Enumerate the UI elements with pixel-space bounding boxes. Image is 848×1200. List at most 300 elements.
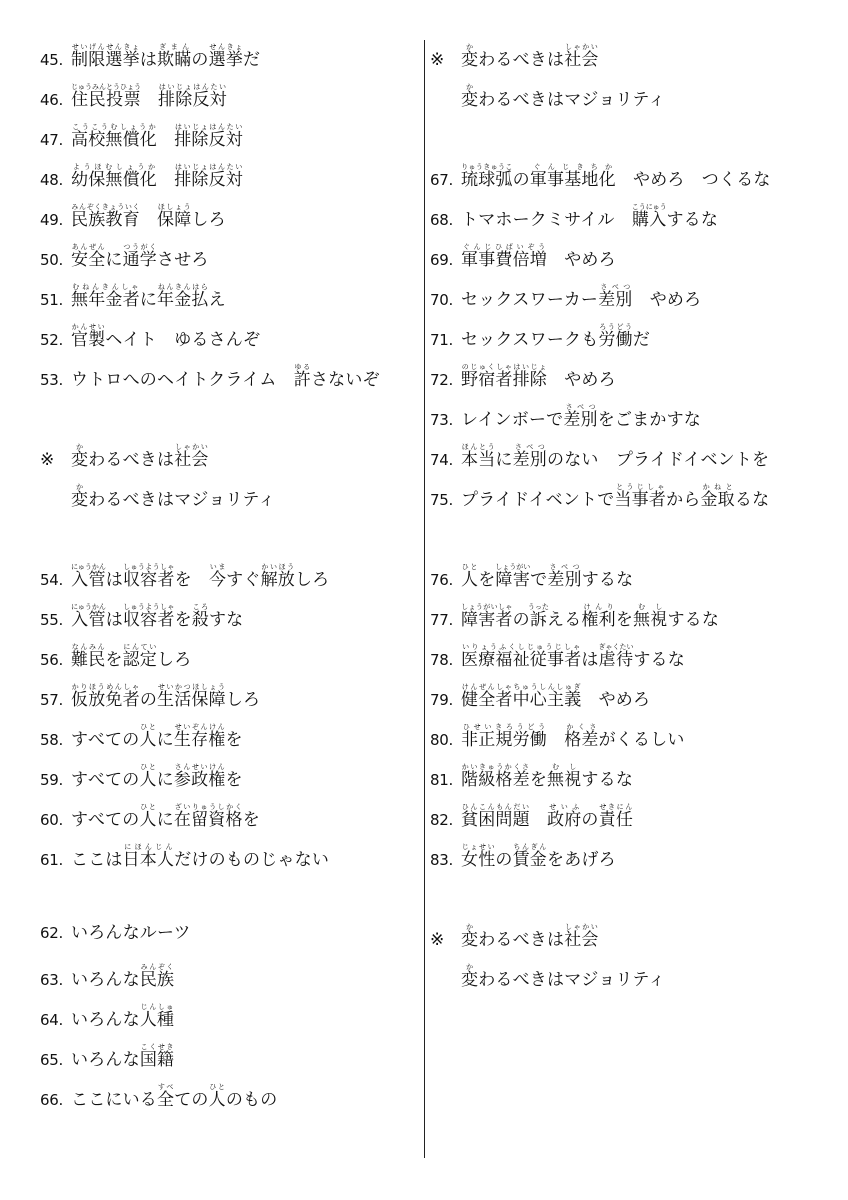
slogan-line — [40, 763, 243, 790]
slogan-line — [40, 1043, 174, 1070]
slogan-text — [461, 323, 650, 350]
text-segment: わるべきはマジョリティ — [478, 970, 666, 990]
text-segment: に — [495, 450, 513, 470]
kanji-base: 無視 — [547, 770, 582, 790]
slogan-text — [461, 283, 701, 310]
ruby-word — [71, 643, 106, 670]
ruby-word — [461, 363, 547, 390]
text-segment: するな — [666, 210, 719, 230]
ruby-word — [173, 803, 243, 830]
ruby-word — [461, 563, 479, 590]
furigana: じょせい — [461, 843, 496, 851]
kanji-base: 健全者中心主義 — [461, 690, 582, 710]
text-segment: トマホークミサイル — [461, 210, 632, 230]
slogan-text — [71, 243, 209, 270]
furigana: りゅうきゅうこ — [461, 163, 513, 171]
ruby-word — [512, 443, 548, 470]
ruby-word — [461, 643, 582, 670]
ruby-word — [139, 1003, 175, 1030]
slogan-text — [461, 803, 633, 830]
slogan-line — [430, 203, 718, 230]
slogan-text — [461, 43, 599, 70]
kanji-base: 軍事費倍増 — [461, 250, 547, 270]
ruby-word — [564, 923, 599, 950]
slogan-text — [71, 1083, 277, 1110]
furigana: ぐんじひばいぞう — [461, 243, 547, 251]
text-segment: を — [174, 570, 209, 590]
ruby-word — [512, 843, 548, 870]
furigana: かねと — [700, 483, 735, 491]
kanji-base: 本当 — [461, 450, 496, 470]
kanji-base: 人 — [208, 1090, 226, 1110]
text-segment: を — [529, 770, 548, 790]
kanji-base: 全 — [157, 1090, 175, 1110]
text-segment: いろんなルーツ — [71, 923, 191, 943]
text-segment: セックスワークも — [461, 330, 599, 350]
furigana: すべ — [157, 1083, 175, 1091]
ruby-word — [139, 723, 157, 750]
furigana: しょうがい — [495, 563, 531, 571]
furigana: みんぞくきょういく — [71, 203, 140, 211]
slogan-line — [40, 963, 174, 990]
furigana: さべつ — [598, 283, 633, 291]
furigana: せきにん — [598, 803, 634, 811]
kanji-base: 軍事基地化 — [529, 170, 616, 190]
slogan-line — [40, 1083, 277, 1110]
ruby-word — [461, 803, 530, 830]
kanji-base: 安全 — [71, 250, 106, 270]
kanji-base: 民族 — [139, 970, 175, 990]
furigana: ひと — [139, 763, 157, 771]
ruby-word — [71, 443, 89, 470]
slogan-text — [71, 683, 260, 710]
line-number: 66. — [40, 1091, 63, 1109]
slogan-line — [40, 603, 243, 630]
line-number: 80. — [430, 731, 453, 749]
line-number: 47. — [40, 131, 63, 149]
furigana: か — [461, 43, 479, 51]
ruby-word — [71, 283, 140, 310]
furigana: ようほむしょうか — [71, 163, 157, 171]
furigana: むねんきんしゃ — [71, 283, 140, 291]
text-segment: を — [105, 650, 123, 670]
furigana: ほしょう — [157, 203, 192, 211]
ruby-word — [71, 123, 157, 150]
kanji-base: 人 — [139, 730, 157, 750]
slogan-text — [461, 963, 665, 990]
furigana: ぐんじきちか — [529, 163, 616, 171]
ruby-word — [208, 563, 227, 590]
furigana: ゆる — [293, 363, 311, 371]
kanji-base: 排除反対 — [174, 130, 244, 150]
text-segment: の — [512, 610, 530, 630]
furigana: むし — [633, 603, 668, 611]
text-segment: の — [512, 170, 530, 190]
slogan-text — [71, 723, 243, 750]
kanji-base: 差別 — [563, 410, 598, 430]
slogan-line — [40, 363, 380, 390]
text-segment: ここは — [71, 850, 123, 870]
kanji-base: 変 — [461, 970, 479, 990]
line-number: 50. — [40, 251, 63, 269]
furigana: はいじょはんたい — [174, 123, 244, 131]
slogan-line — [40, 923, 191, 943]
text-segment: える — [547, 610, 582, 630]
furigana: ろうどう — [598, 323, 633, 331]
slogan-line — [40, 803, 260, 830]
slogan-line — [430, 483, 769, 510]
ruby-word — [157, 43, 192, 70]
kanji-base: 階級格差 — [461, 770, 530, 790]
slogan-text — [71, 603, 243, 630]
furigana: のじゅくしゃはいじょ — [461, 363, 547, 371]
furigana: にんてい — [122, 643, 158, 651]
furigana: いま — [208, 563, 227, 571]
furigana: みんぞく — [139, 963, 175, 971]
furigana: ねんきんはら — [157, 283, 209, 291]
slogan-line — [40, 723, 243, 750]
ruby-word — [157, 1083, 175, 1110]
slogan-line — [40, 1003, 174, 1030]
kanji-base: 排除反対 — [174, 170, 244, 190]
line-number: 45. — [40, 51, 63, 69]
text-segment: しろ — [157, 650, 192, 670]
ruby-word — [139, 963, 175, 990]
text-segment: わるべきは — [88, 450, 175, 470]
slogan-line — [430, 963, 665, 990]
slogan-text — [461, 563, 633, 590]
kanji-base: 仮放免者 — [71, 690, 140, 710]
kanji-base: 殺 — [191, 610, 209, 630]
text-segment: するな — [581, 570, 634, 590]
slogan-text — [71, 763, 243, 790]
furigana: かりほうめんしゃ — [71, 683, 140, 691]
ruby-word — [139, 803, 157, 830]
text-segment — [140, 210, 157, 230]
text-segment: のない プライドイベントを — [547, 450, 770, 470]
kanji-base: 人 — [461, 570, 479, 590]
line-number: 75. — [430, 491, 453, 509]
furigana: なんみん — [71, 643, 106, 651]
kanji-base: 入管 — [71, 570, 106, 590]
ruby-word — [614, 483, 667, 510]
slogan-text — [461, 203, 718, 230]
slogan-text — [71, 1043, 174, 1070]
kanji-base: 琉球弧 — [461, 170, 513, 190]
furigana: かいほう — [260, 563, 295, 571]
furigana: ひと — [208, 1083, 226, 1091]
furigana: しゃかい — [564, 43, 599, 51]
column-divider — [424, 40, 425, 1158]
furigana: か — [71, 483, 89, 491]
line-number: 58. — [40, 731, 63, 749]
text-segment: だけのものじゃない — [174, 850, 330, 870]
kanji-base: 野宿者排除 — [461, 370, 547, 390]
slogan-text — [461, 763, 633, 790]
furigana: ぎまん — [157, 43, 192, 51]
text-segment: で — [530, 570, 548, 590]
text-segment: やめろ つくるな — [615, 170, 771, 190]
text-segment: しろ — [191, 210, 226, 230]
line-number: 56. — [40, 651, 63, 669]
text-segment: ウトロへのヘイトクライム — [71, 370, 294, 390]
ruby-word — [461, 923, 479, 950]
furigana: ぎゃくたい — [598, 643, 634, 651]
ruby-word — [71, 563, 106, 590]
text-segment: に — [105, 250, 123, 270]
furigana: ひと — [461, 563, 479, 571]
text-segment — [530, 810, 547, 830]
slogan-line — [430, 843, 616, 870]
text-segment: は — [581, 650, 599, 670]
kanji-base: 人 — [139, 810, 157, 830]
line-number: 64. — [40, 1011, 63, 1029]
kanji-base: 参政権 — [173, 770, 226, 790]
ruby-word — [174, 163, 244, 190]
ruby-word — [260, 563, 295, 590]
slogan-line — [430, 283, 701, 310]
ruby-word — [122, 563, 175, 590]
ruby-word — [71, 163, 157, 190]
kanji-base: 生存権 — [173, 730, 226, 750]
text-segment: の — [495, 850, 513, 870]
text-segment: やめろ — [581, 690, 651, 710]
text-segment — [141, 90, 158, 110]
furigana: こうにゅう — [631, 203, 667, 211]
text-segment: やめろ — [547, 370, 616, 390]
kanji-base: 変 — [461, 930, 479, 950]
ruby-word — [71, 483, 89, 510]
furigana: いりょうふくしじゅうじしゃ — [461, 643, 582, 651]
furigana: むし — [547, 763, 582, 771]
ruby-word — [581, 603, 616, 630]
ruby-word — [71, 603, 106, 630]
slogan-line — [40, 563, 329, 590]
line-number: 69. — [430, 251, 453, 269]
text-segment: の — [139, 690, 158, 710]
line-number: 46. — [40, 91, 63, 109]
slogan-line — [40, 683, 260, 710]
text-segment — [157, 170, 174, 190]
furigana: さべつ — [512, 443, 548, 451]
slogan-line — [430, 723, 685, 750]
kanji-base: 無視 — [633, 610, 668, 630]
text-segment: やめろ — [632, 290, 702, 310]
slogan-text — [71, 643, 191, 670]
note-line — [40, 443, 209, 470]
slogan-line — [40, 83, 227, 110]
furigana: こくせき — [139, 1043, 175, 1051]
kanji-base: 人 — [139, 770, 157, 790]
furigana: ひと — [139, 723, 157, 731]
ruby-word — [71, 203, 140, 230]
ruby-word — [631, 203, 667, 230]
line-number: 62. — [40, 924, 63, 942]
slogan-text — [71, 203, 226, 230]
line-number: 78. — [430, 651, 453, 669]
text-segment: に — [156, 730, 174, 750]
slogan-line — [40, 323, 260, 350]
text-segment: をごまかすな — [597, 410, 701, 430]
text-segment: のもの — [225, 1090, 278, 1110]
text-segment: わるべきはマジョリティ — [478, 90, 666, 110]
ruby-word — [633, 603, 668, 630]
kanji-base: 差別 — [512, 450, 548, 470]
kanji-base: 障害者 — [461, 610, 513, 630]
text-segment: しろ — [294, 570, 330, 590]
ruby-word — [598, 803, 634, 830]
slogan-text — [461, 363, 616, 390]
ruby-word — [461, 683, 582, 710]
furigana: あんぜん — [71, 243, 106, 251]
kanji-base: 購入 — [631, 210, 667, 230]
kanji-base: 人種 — [139, 1010, 175, 1030]
line-number: 73. — [430, 411, 453, 429]
kanji-base: 高校無償化 — [71, 130, 157, 150]
ruby-word — [461, 723, 547, 750]
furigana: はいじょはんたい — [174, 163, 244, 171]
furigana: とうじしゃ — [614, 483, 667, 491]
kanji-base: 変 — [461, 50, 479, 70]
ruby-word — [174, 443, 209, 470]
ruby-word — [293, 363, 311, 390]
slogan-text — [461, 643, 685, 670]
line-number: 68. — [430, 211, 453, 229]
ruby-word — [208, 43, 244, 70]
text-segment: すぐ — [226, 570, 261, 590]
slogan-line — [430, 643, 685, 670]
line-number: 67. — [430, 171, 453, 189]
line-number: 83. — [430, 851, 453, 869]
ruby-word — [208, 1083, 226, 1110]
line-number: 55. — [40, 611, 63, 629]
note-line — [430, 43, 599, 70]
ruby-word — [191, 603, 209, 630]
kanji-base: 格差 — [564, 730, 599, 750]
text-segment: ヘイト ゆるさんぞ — [105, 330, 261, 350]
slogan-text — [71, 1003, 174, 1030]
text-segment: レインボーで — [461, 410, 564, 430]
text-segment: に — [139, 290, 158, 310]
slogan-text — [461, 83, 665, 110]
text-segment: いろんな — [71, 1050, 140, 1070]
slogan-line — [430, 163, 771, 190]
text-segment: するな — [633, 650, 685, 670]
kanji-base: 官製 — [71, 330, 106, 350]
furigana: にほんじん — [122, 843, 175, 851]
kanji-base: 差別 — [598, 290, 633, 310]
slogan-text — [461, 723, 685, 750]
slogan-text — [71, 283, 226, 310]
line-number: 52. — [40, 331, 63, 349]
text-segment: さないぞ — [310, 370, 380, 390]
text-segment: を — [225, 770, 243, 790]
kanji-base: 解放 — [260, 570, 295, 590]
text-segment: え — [208, 290, 226, 310]
line-number: 77. — [430, 611, 453, 629]
kanji-base: 当事者 — [614, 490, 667, 510]
slogan-line — [40, 643, 191, 670]
ruby-word — [139, 1043, 175, 1070]
slogan-line — [430, 243, 616, 270]
reference-mark: ※ — [430, 930, 444, 950]
text-segment: は — [105, 610, 123, 630]
text-segment: ての — [174, 1090, 209, 1110]
kanji-base: 変 — [71, 490, 89, 510]
line-number: 81. — [430, 771, 453, 789]
text-segment: だ — [243, 50, 261, 70]
kanji-base: 民族教育 — [71, 210, 140, 230]
line-number: 71. — [430, 331, 453, 349]
slogan-line — [430, 683, 650, 710]
text-segment: いろんな — [71, 970, 140, 990]
furigana: けんぜんしゃちゅうしんしゅぎ — [461, 683, 582, 691]
slogan-text — [71, 163, 243, 190]
furigana: か — [461, 83, 479, 91]
slogan-text — [461, 843, 616, 870]
slogan-line — [430, 763, 633, 790]
kanji-base: 保障 — [157, 210, 192, 230]
line-number: 82. — [430, 811, 453, 829]
kanji-base: 社会 — [564, 930, 599, 950]
furigana: にゅうかん — [71, 563, 106, 571]
slogan-line — [430, 323, 650, 350]
ruby-word — [71, 243, 106, 270]
slogan-text — [461, 483, 769, 510]
kanji-base: 幼保無償化 — [71, 170, 157, 190]
line-number: 72. — [430, 371, 453, 389]
slogan-text — [71, 803, 260, 830]
slogan-line — [40, 843, 329, 870]
kanji-base: 日本人 — [122, 850, 175, 870]
furigana: せんきょ — [208, 43, 244, 51]
ruby-word — [598, 323, 633, 350]
text-segment: を — [478, 570, 496, 590]
ruby-word — [461, 603, 513, 630]
ruby-word — [157, 203, 192, 230]
kanji-base: 欺瞞 — [157, 50, 192, 70]
ruby-word — [564, 723, 599, 750]
ruby-word — [157, 683, 226, 710]
ruby-word — [71, 43, 140, 70]
ruby-word — [461, 843, 496, 870]
text-segment — [547, 730, 564, 750]
text-segment: しろ — [225, 690, 261, 710]
ruby-word — [461, 443, 496, 470]
kanji-base: 在留資格 — [173, 810, 243, 830]
kanji-base: 変 — [71, 450, 89, 470]
ruby-word — [71, 83, 141, 110]
ruby-word — [71, 323, 106, 350]
ruby-word — [547, 563, 582, 590]
slogan-text — [461, 243, 616, 270]
kanji-base: 年金払 — [157, 290, 209, 310]
ruby-word — [122, 603, 175, 630]
slogan-line — [40, 163, 243, 190]
text-segment: を — [615, 610, 634, 630]
slogan-line — [40, 123, 243, 150]
furigana: こうこうむしょうか — [71, 123, 157, 131]
slogan-line — [430, 403, 701, 430]
slogan-line — [430, 83, 665, 110]
ruby-word — [529, 163, 616, 190]
note-line — [430, 923, 599, 950]
slogan-line — [40, 483, 275, 510]
furigana: しゅうようしゃ — [122, 563, 175, 571]
line-number: 57. — [40, 691, 63, 709]
text-segment: に — [156, 770, 174, 790]
ruby-word — [461, 163, 513, 190]
